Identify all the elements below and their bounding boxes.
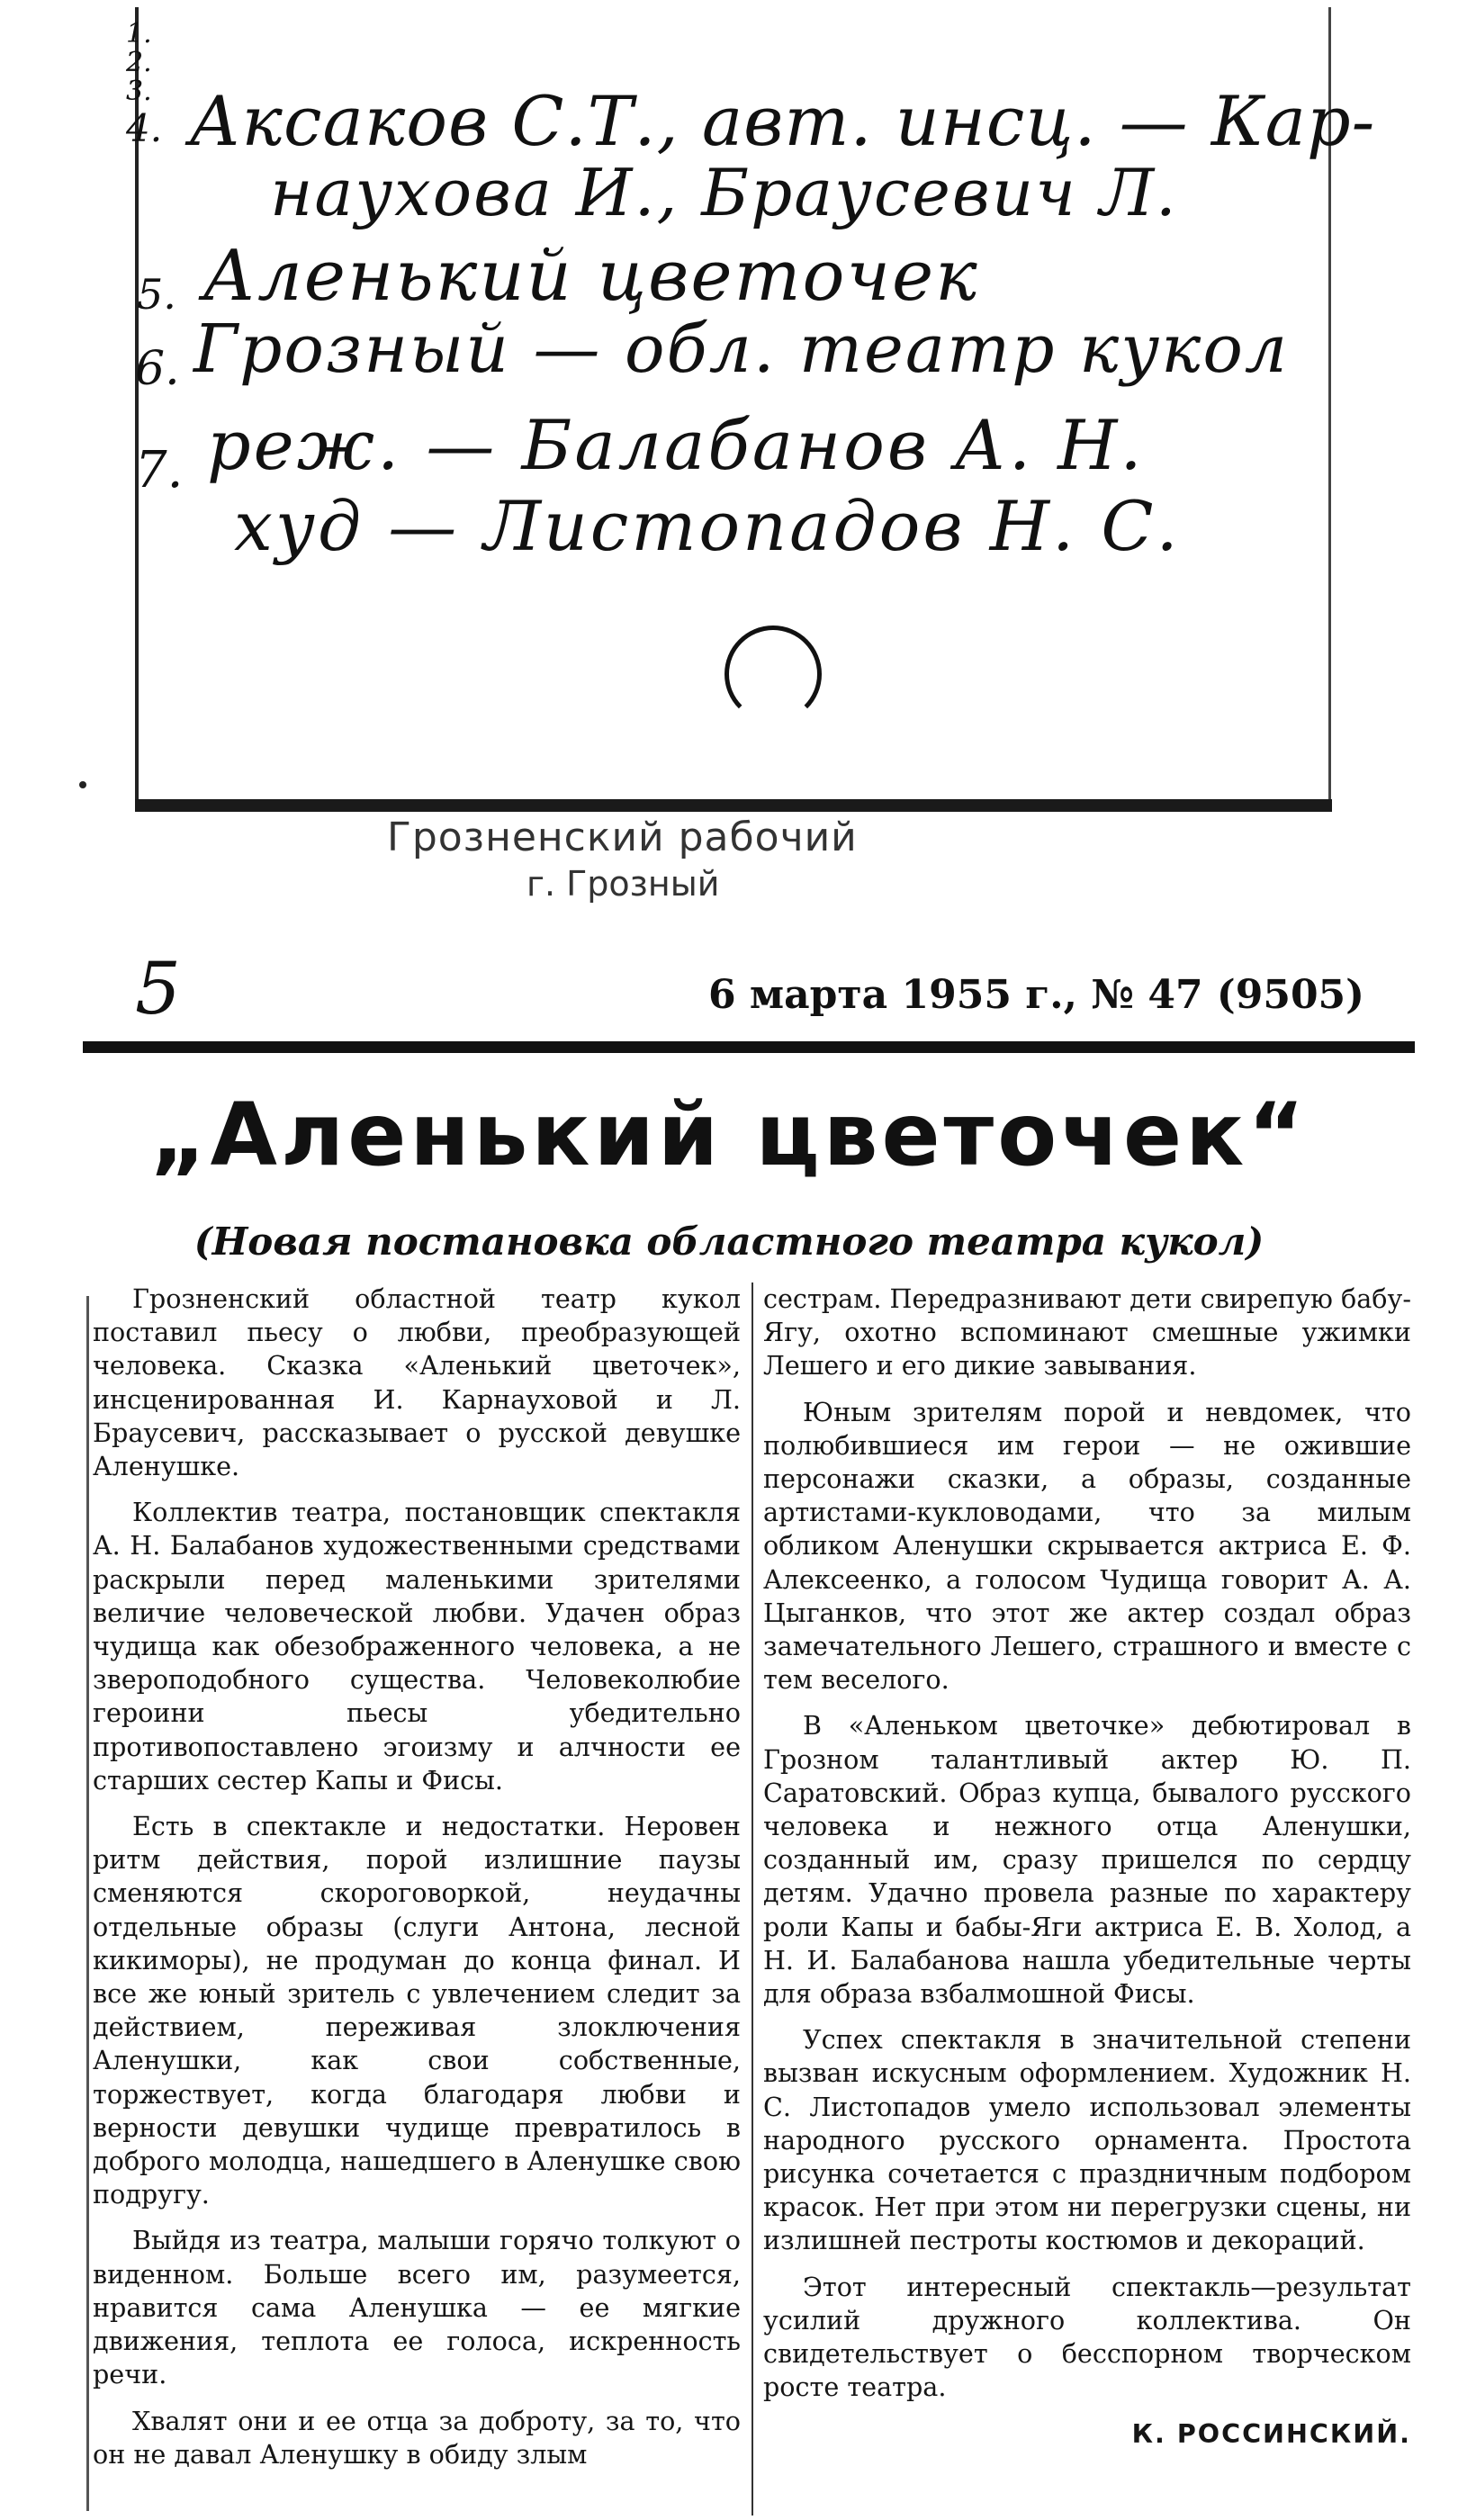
hw-num-2: 2.	[126, 47, 152, 78]
clipping-left-edge	[86, 1296, 89, 2511]
paragraph: Выйдя из театра, малыши горячо толкуют о виденном. Больше всего им, разумеется, нравится сама Аленушка — ее мягкие движения, теплота ее голоса, искренность речи.	[93, 2225, 741, 2390]
hw-num-5: 5.	[137, 270, 176, 319]
handwritten-line-artist: худ — Листопадов Н. С.	[234, 486, 1181, 566]
hw-num-6: 6.	[135, 342, 180, 396]
stamp-city: г. Грозный	[526, 864, 720, 904]
hw-num-7: 7.	[135, 441, 184, 500]
issue-date-number: 6 марта 1955 г., № 47 (9505)	[707, 972, 1364, 1018]
hw-num-4: 4.	[126, 106, 163, 150]
header-rule	[83, 1041, 1415, 1053]
paragraph: Есть в спектакле и недостатки. Неровен ритм действия, порой излишние паузы сменяются скороговоркой, неудачны отдельные образы (слуги Антона, лесной кикиморы), не продуман до конца финал. И все же юный зритель с увлечением следит за действием, переживая злоключения Аленушки, как свои собственные, торжествует, когда благодаря любви и верности девушки чудище превратилось в доброго молодца, нашедшего в Аленушке свою подругу.	[93, 1811, 741, 2210]
handwritten-line-adapters: науховa И., Брaусевич Л.	[270, 155, 1178, 230]
handwritten-circle-mark	[724, 626, 822, 723]
paragraph: Юным зрителям порой и невдомек, что полюбившиеся им герои — не ожившие персонажи сказки, а образы, созданные артистами-кукловодами, что за милым обликом Аленушки скрывается актриса Е. Ф. Алексеенко, а голосом Чудища говорит А. А. Цыганков, что этот же актер создал образ замечательного Лешего, страшного и вместе с тем веселого.	[763, 1396, 1411, 1696]
handwritten-line-author: Аксаков С.Т., авт. инсц. — Кар-	[189, 81, 1376, 161]
hw-num-1: 1.	[126, 18, 152, 50]
paragraph: Этот интересный спектакль—результат усилий дружного коллектива. Он свидетельствует о бесспорном творческом росте театра.	[763, 2271, 1411, 2403]
article-subtitle: (Новая постановка областного театра кукол)	[194, 1220, 1264, 1264]
handwritten-line-title: Аленький цветочек	[202, 236, 979, 317]
ink-dot	[79, 781, 86, 788]
article-author-signature: К. РОССИНСКИЙ.	[1131, 2417, 1411, 2449]
column-divider	[752, 1282, 753, 2516]
handwritten-page-number: 5	[135, 947, 181, 1030]
paragraph: Коллектив театра, постановщик спектакля А. Н. Балабанов художественными средствами раскрыли перед маленькими зрителями величие человеческой любви. Удачен образ чудища как обезображенного человека, а не звероподобного существа. Человеколюбие героини пьесы убедительно противопоставлено эгоизму и алчности ее старших сестер Капы и Фисы.	[93, 1497, 741, 1796]
paragraph: Успех спектакля в значительной степени вызван искусным оформлением. Художник Н. С. Листопадов умело использовал элементы народного русского орнамента. Простота рисунка сочетается с праздничным подбором красок. Нет при этом ни перегрузки сцены, ни излишней пестроты костюмов и декораций.	[763, 2024, 1411, 2256]
handwritten-line-director: реж. — Балабанов А. Н.	[207, 405, 1145, 485]
handwritten-line-theatre: Грозный — обл. театр кукол	[194, 310, 1289, 388]
hw-num-3: 3.	[126, 76, 152, 107]
card-bottom-border	[135, 799, 1332, 812]
paragraph: Хвалят они и ее отца за доброту, за то, что он не давал Аленушку в обиду злым	[93, 2405, 741, 2470]
article-column-left	[93, 1282, 741, 2484]
article-title: „Аленький цветочек“	[149, 1084, 1309, 1185]
article-column-right	[763, 1282, 1411, 2463]
paragraph-continuation: сестрам. Передразнивают дети свирепую бабу-Ягу, охотно вспоминают смешные ужимки Лешего и его дикие завывания.	[763, 1283, 1411, 1382]
paragraph: В «Аленьком цветочке» дебютировал в Грозном талантливый актер Ю. П. Саратовский. Образ купца, бывалого русского человека и нежного отца Аленушки, созданный им, сразу пришелся по сердцу детям. Удачно провела разные по характеру роли Капы и бабы-Яги актриса Е. В. Холод, а Н. И. Балабанова нашла убедительные черты для образа взбалмошной Фисы.	[763, 1710, 1411, 2010]
paragraph: Грозненский областной театр кукол поставил пьесу о любви, преобразующей человека. Сказка «Аленький цветочек», инсценированная И. Карнауховой и Л. Брaусевич, рассказывает о русской девушке Аленушке.	[93, 1283, 741, 1482]
handwritten-small-numbers	[126, 20, 152, 106]
stamp-newspaper-name: Грозненский рабочий	[387, 814, 858, 860]
